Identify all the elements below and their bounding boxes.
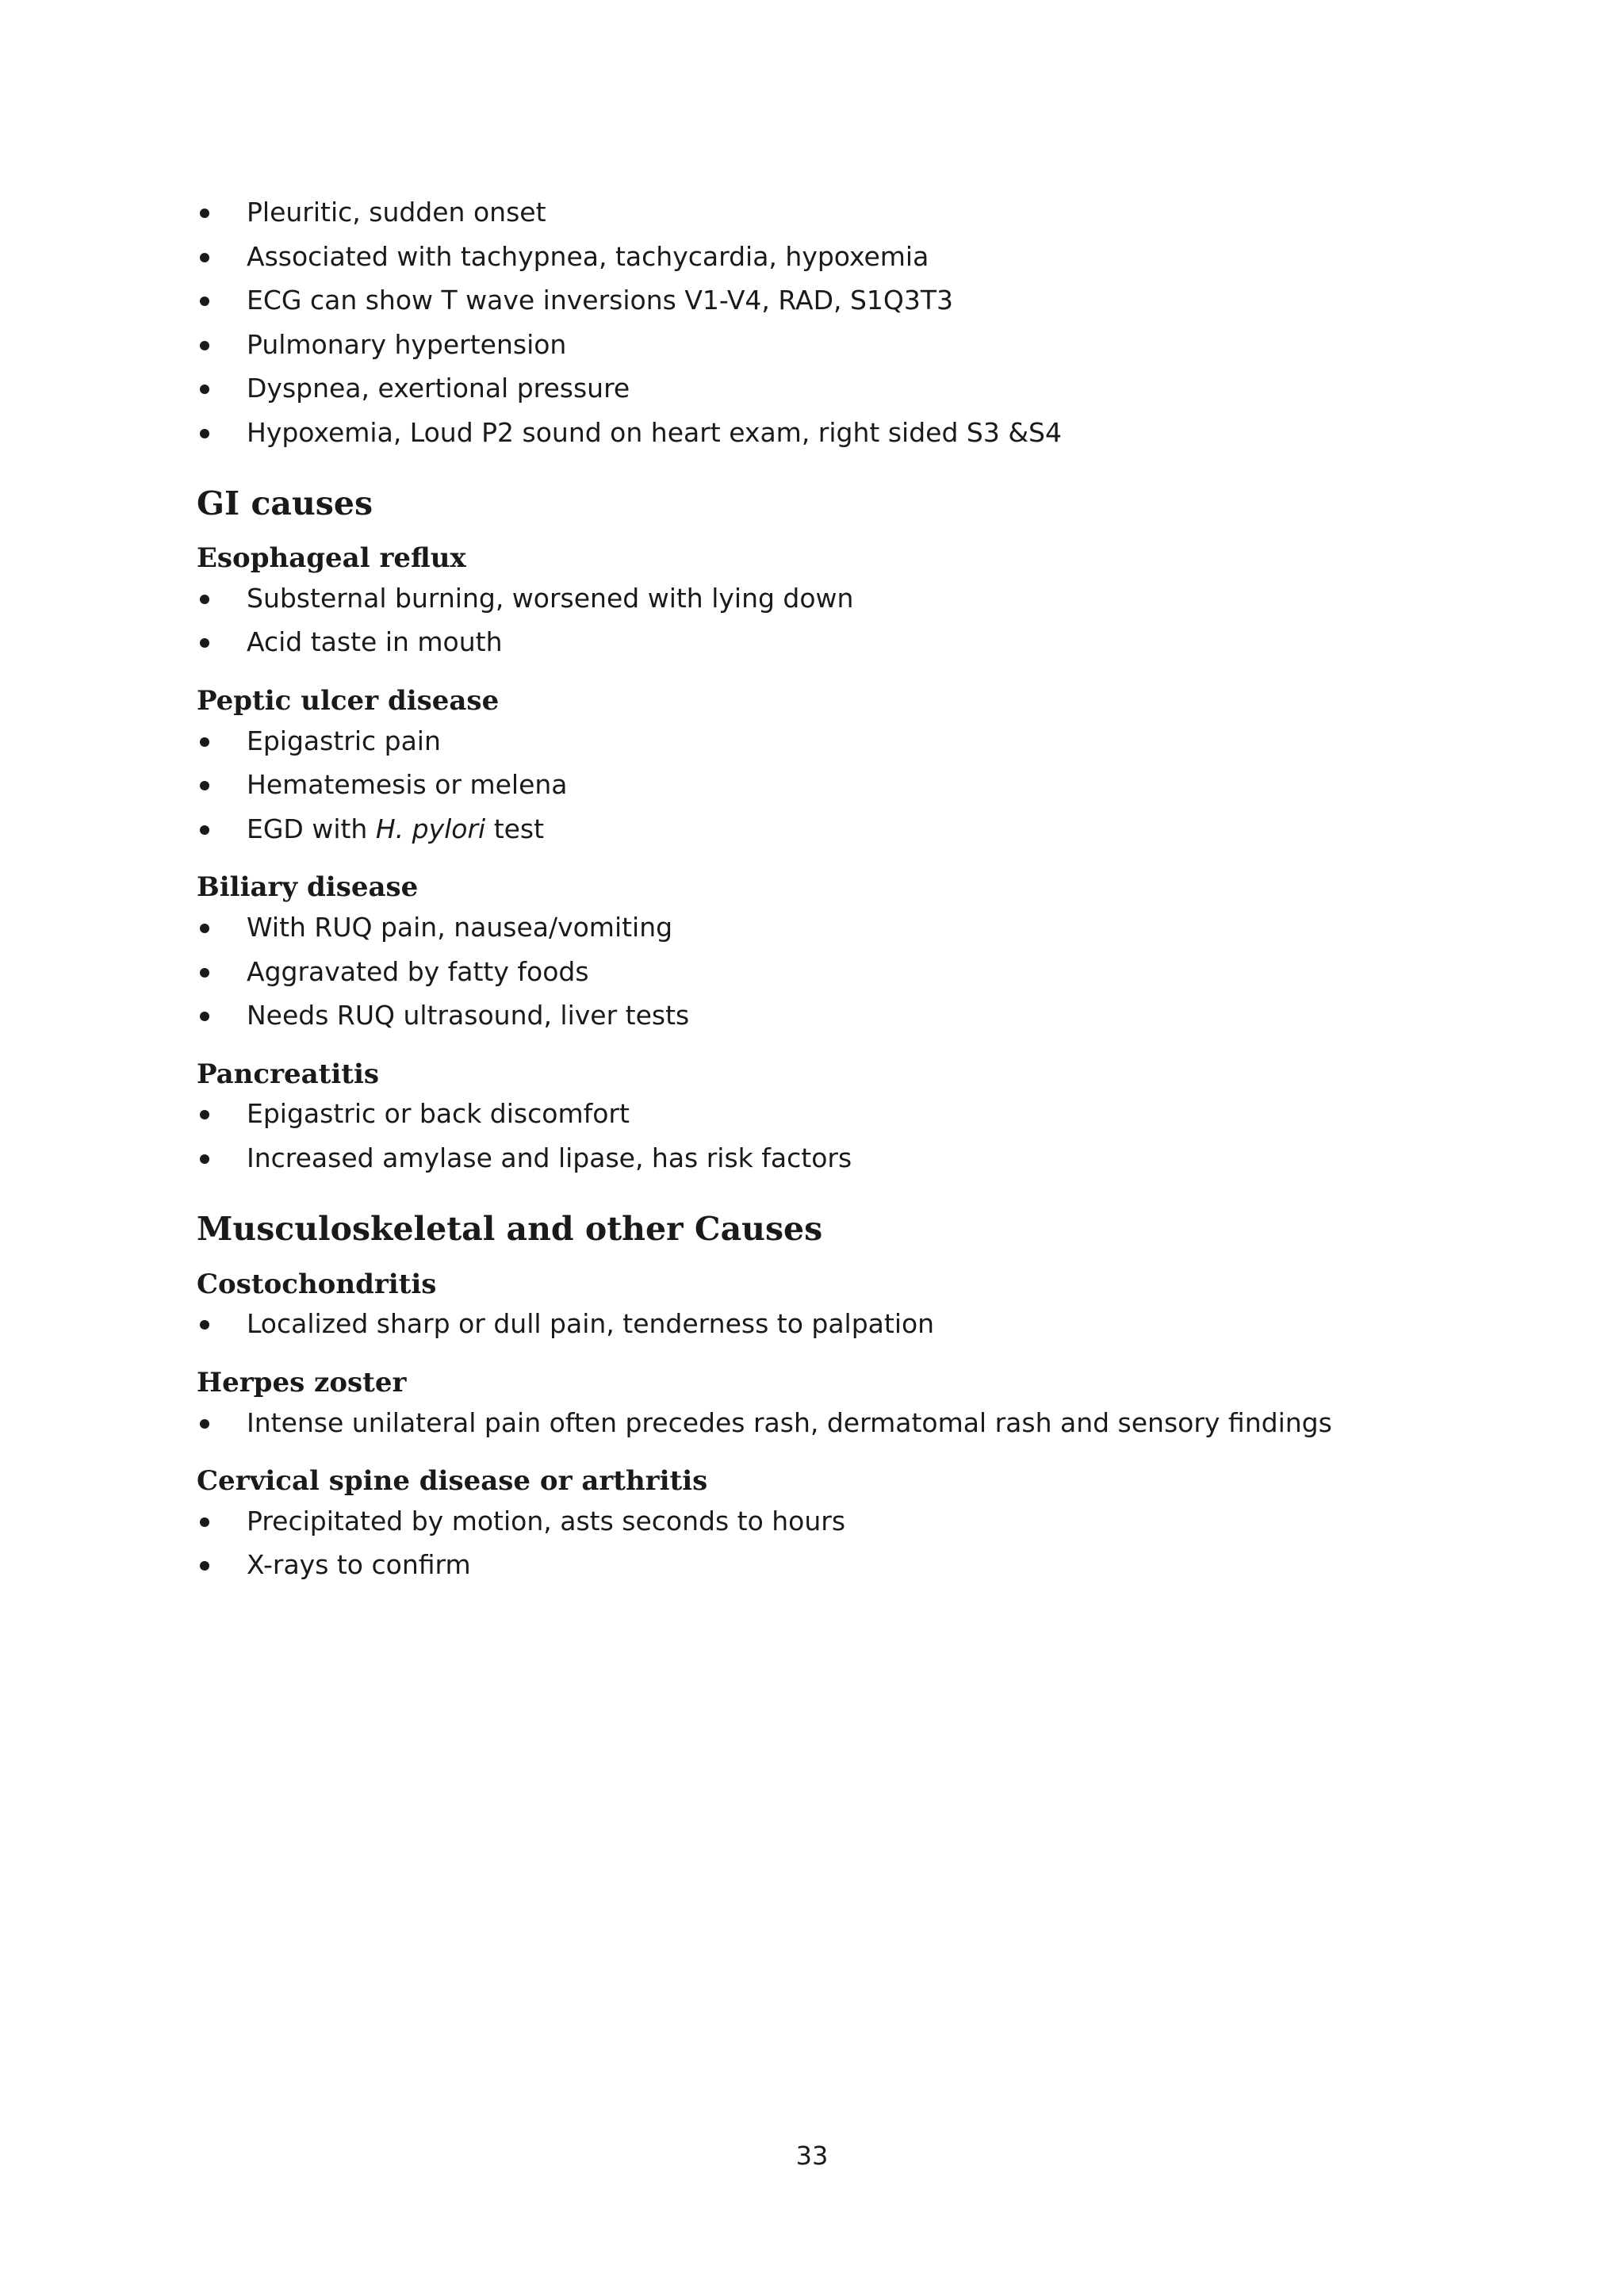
esophageal-reflux-subsection [197, 542, 1434, 664]
list-item: Aggravated by fatty foods [197, 950, 1434, 994]
list-item [197, 807, 1434, 851]
list-item: X-rays to confirm [197, 1543, 1434, 1587]
subsection-heading: Esophageal reflux [197, 542, 466, 575]
intro-bullet-list [197, 190, 1434, 454]
list-item: ECG can show T wave inversions V1-V4, RAD, S1Q3T3 [197, 278, 1434, 323]
bullet-list [197, 1401, 1434, 1445]
document-page [197, 190, 1434, 1587]
list-item: Associated with tachypnea, tachycardia, hypoxemia [197, 235, 1434, 279]
list-item: Epigastric pain [197, 719, 1434, 763]
list-item: Acid taste in mouth [197, 620, 1434, 664]
bullet-list [197, 905, 1434, 1038]
musculoskeletal-section [197, 1210, 1434, 1587]
list-item: Hematemesis or melena [197, 763, 1434, 807]
subsection-heading: Biliary disease [197, 871, 419, 904]
subsection-heading: Cervical spine disease or arthritis [197, 1465, 708, 1498]
list-item: Hypoxemia, Loud P2 sound on heart exam, right sided S3 &S4 [197, 411, 1434, 455]
peptic-ulcer-subsection [197, 685, 1434, 851]
bullet-list [197, 1499, 1434, 1587]
pancreatitis-subsection [197, 1058, 1434, 1181]
bullet-list [197, 1092, 1434, 1180]
h-pylori-italic: H. pylori [375, 813, 486, 844]
herpes-zoster-subsection [197, 1367, 1434, 1445]
list-item: Substernal burning, worsened with lying down [197, 576, 1434, 621]
list-item: Precipitated by motion, asts seconds to hours [197, 1499, 1434, 1544]
list-item: Pleuritic, sudden onset [197, 190, 1434, 235]
subsection-heading: Herpes zoster [197, 1366, 407, 1399]
list-item: Intense unilateral pain often precedes rash, dermatomal rash and sensory findings [197, 1401, 1434, 1445]
list-item: With RUQ pain, nausea/vomiting [197, 905, 1434, 950]
subsection-heading: Pancreatitis [197, 1058, 380, 1090]
subsection-heading: Peptic ulcer disease [197, 684, 500, 717]
list-item: Increased amylase and lipase, has risk factors [197, 1136, 1434, 1181]
gi-causes-section [197, 484, 1434, 1180]
biliary-disease-subsection [197, 871, 1434, 1037]
bullet-list [197, 1302, 1434, 1346]
subsection-heading: Costochondritis [197, 1268, 437, 1300]
list-item: Dyspnea, exertional pressure [197, 366, 1434, 411]
list-item: Needs RUQ ultrasound, liver tests [197, 993, 1434, 1038]
egd-suffix: test [485, 813, 545, 844]
list-item: Localized sharp or dull pain, tenderness to palpation [197, 1302, 1434, 1346]
egd-prefix: EGD with [247, 813, 376, 844]
section-heading: Musculoskeletal and other Causes [197, 1210, 823, 1249]
page-number: 33 [795, 2141, 829, 2171]
list-item: Epigastric or back discomfort [197, 1092, 1434, 1136]
list-item: Pulmonary hypertension [197, 323, 1434, 367]
bullet-list [197, 719, 1434, 851]
cervical-spine-subsection [197, 1465, 1434, 1587]
costochondritis-subsection [197, 1269, 1434, 1346]
bullet-list [197, 576, 1434, 664]
section-heading: GI causes [197, 484, 373, 522]
